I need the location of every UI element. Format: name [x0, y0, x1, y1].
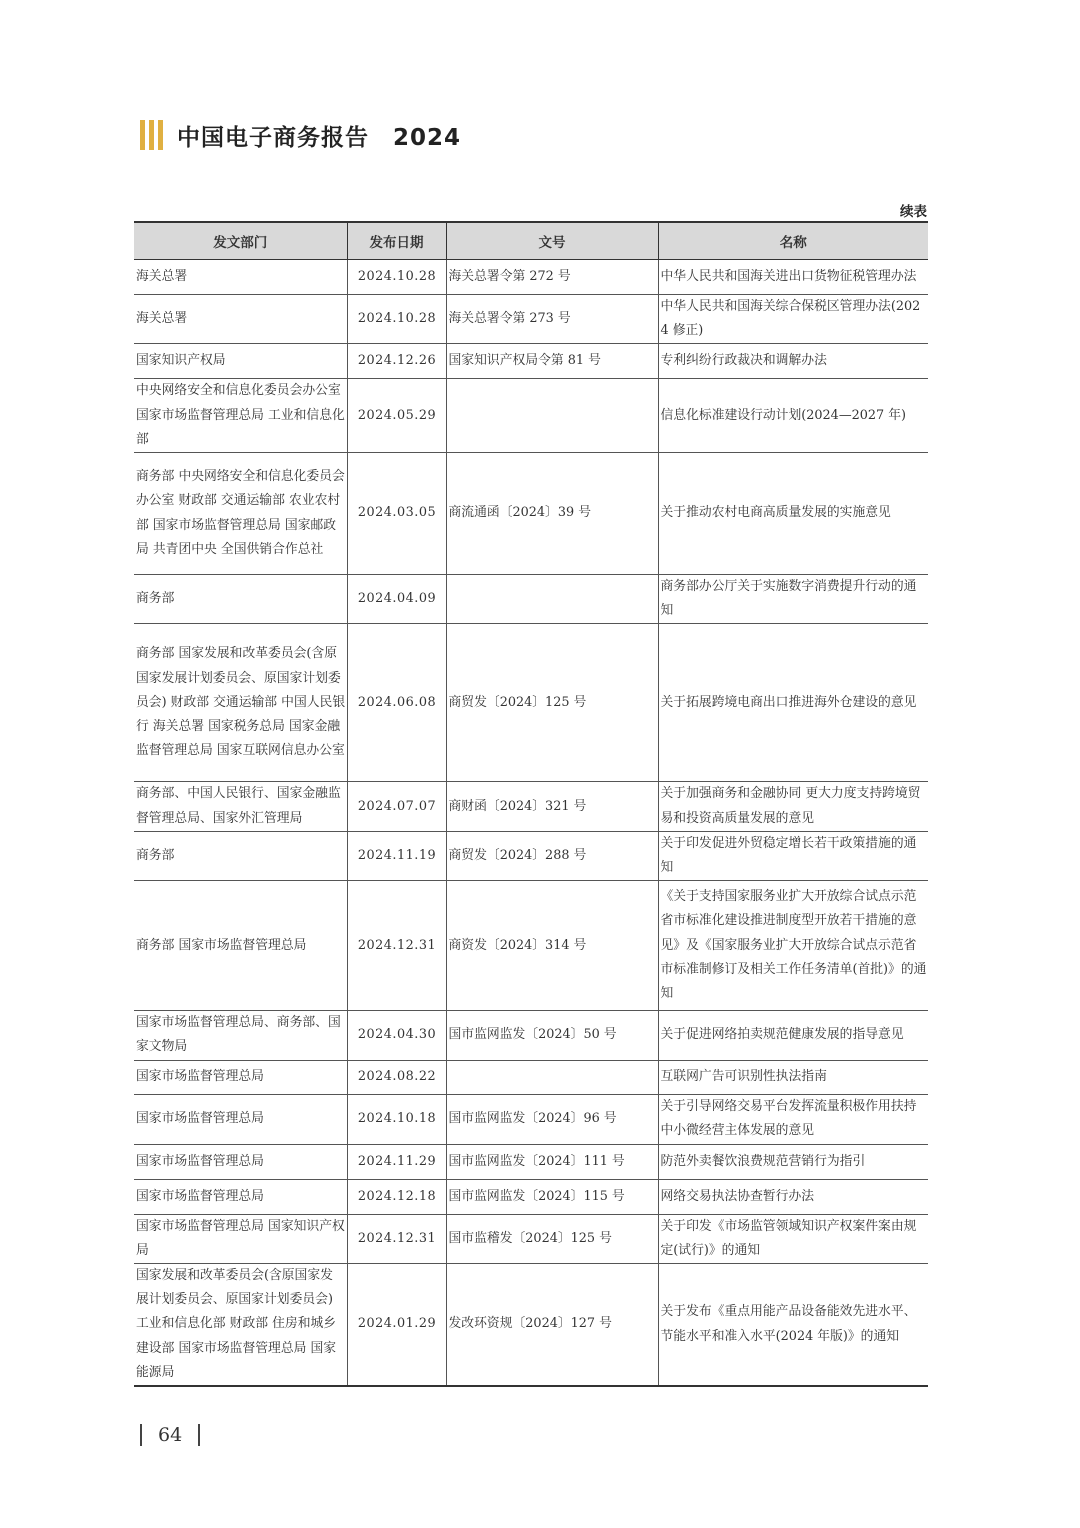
cell-doc-number: 国市监网监发〔2024〕111 号: [446, 1144, 658, 1179]
cell-dept: 商务部 国家发展和改革委员会(含原国家发展计划委员会、原国家计划委员会) 财政部 交通运输部 中国人民银行 海关总署 国家税务总局 国家金融监督管理总局 国家互联网信息办公室: [134, 624, 347, 782]
cell-name: 关于加强商务和金融协同 更大力度支持跨境贸易和投资高质量发展的意见: [658, 782, 928, 831]
cell-dept: 中央网络安全和信息化委员会办公室 国家市场监督管理总局 工业和信息化部: [134, 379, 347, 453]
table-row: [134, 1011, 928, 1060]
cell-date: 2024.05.29: [347, 379, 446, 453]
table-row: [134, 1264, 928, 1387]
cell-doc-number: [446, 1060, 658, 1094]
column-header-date: 发布日期: [347, 222, 446, 260]
table-row: [134, 1214, 928, 1263]
cell-doc-number: 商财函〔2024〕321 号: [446, 782, 658, 831]
cell-doc-number: 商贸发〔2024〕288 号: [446, 831, 658, 880]
cell-dept: 国家市场监督管理总局: [134, 1179, 347, 1214]
cell-date: 2024.10.28: [347, 260, 446, 295]
cell-name: 关于印发促进外贸稳定增长若干政策措施的通知: [658, 831, 928, 880]
cell-doc-number: 海关总署令第 273 号: [446, 295, 658, 344]
cell-dept: 国家知识产权局: [134, 344, 347, 379]
column-header-dept: 发文部门: [134, 222, 347, 260]
page-number: 64: [158, 1424, 183, 1446]
cell-doc-number: 商贸发〔2024〕125 号: [446, 624, 658, 782]
cell-date: 2024.12.26: [347, 344, 446, 379]
cell-doc-number: 国市监网监发〔2024〕115 号: [446, 1179, 658, 1214]
cell-dept: 海关总署: [134, 295, 347, 344]
cell-date: 2024.12.31: [347, 881, 446, 1011]
cell-name: 互联网广告可识别性执法指南: [658, 1060, 928, 1094]
cell-dept: 国家市场监督管理总局 国家知识产权局: [134, 1214, 347, 1263]
column-header-doc-number: 文号: [446, 222, 658, 260]
table-row: [134, 453, 928, 575]
cell-date: 2024.01.29: [347, 1264, 446, 1387]
table-row: [134, 1179, 928, 1214]
page-footer: [140, 1422, 200, 1448]
cell-doc-number: 发改环资规〔2024〕127 号: [446, 1264, 658, 1387]
cell-name: 《关于支持国家服务业扩大开放综合试点示范省市标准化建设推进制度型开放若干措施的意见》及《国家服务业扩大开放综合试点示范省市标准制修订及相关工作任务清单(首批)》的通知: [658, 881, 928, 1011]
header-bars-decoration: [140, 120, 163, 150]
cell-name: 关于促进网络拍卖规范健康发展的指导意见: [658, 1011, 928, 1060]
cell-doc-number: 商流通函〔2024〕39 号: [446, 453, 658, 575]
table-row: [134, 344, 928, 379]
cell-dept: 商务部: [134, 831, 347, 880]
table-row: [134, 295, 928, 344]
cell-doc-number: [446, 379, 658, 453]
cell-name: 关于发布《重点用能产品设备能效先进水平、节能水平和准入水平(2024 年版)》的通知: [658, 1264, 928, 1387]
cell-name: 关于引导网络交易平台发挥流量积极作用扶持中小微经营主体发展的意见: [658, 1094, 928, 1144]
table-row: [134, 881, 928, 1011]
cell-date: 2024.03.05: [347, 453, 446, 575]
cell-date: 2024.11.19: [347, 831, 446, 880]
cell-dept: 国家市场监督管理总局、商务部、国家文物局: [134, 1011, 347, 1060]
cell-date: 2024.12.31: [347, 1214, 446, 1263]
table-row: [134, 1144, 928, 1179]
cell-date: 2024.12.18: [347, 1179, 446, 1214]
cell-doc-number: 海关总署令第 272 号: [446, 260, 658, 295]
cell-dept: 海关总署: [134, 260, 347, 295]
table-row: [134, 782, 928, 831]
table-row: [134, 624, 928, 782]
table-row: [134, 379, 928, 453]
cell-name: 关于印发《市场监管领域知识产权案件案由规定(试行)》的通知: [658, 1214, 928, 1263]
cell-doc-number: 国市监网监发〔2024〕50 号: [446, 1011, 658, 1060]
regulations-table: [134, 221, 928, 1387]
cell-dept: 国家市场监督管理总局: [134, 1094, 347, 1144]
cell-name: 中华人民共和国海关进出口货物征税管理办法: [658, 260, 928, 295]
cell-dept: 商务部 国家市场监督管理总局: [134, 881, 347, 1011]
cell-date: 2024.11.29: [347, 1144, 446, 1179]
cell-dept: 商务部 中央网络安全和信息化委员会办公室 财政部 交通运输部 农业农村部 国家市场监督管理总局 国家邮政局 共青团中央 全国供销合作总社: [134, 453, 347, 575]
table-row: [134, 1094, 928, 1144]
report-title: 中国电子商务报告 2024: [177, 124, 462, 151]
cell-dept: 国家市场监督管理总局: [134, 1144, 347, 1179]
cell-doc-number: 国家知识产权局令第 81 号: [446, 344, 658, 379]
cell-doc-number: [446, 575, 658, 624]
page-header: [140, 118, 461, 152]
cell-doc-number: 商资发〔2024〕314 号: [446, 881, 658, 1011]
cell-date: 2024.04.30: [347, 1011, 446, 1060]
cell-dept: 国家发展和改革委员会(含原国家发展计划委员会、原国家计划委员会) 工业和信息化部 财政部 住房和城乡建设部 国家市场监督管理总局 国家能源局: [134, 1264, 347, 1387]
cell-name: 专利纠纷行政裁决和调解办法: [658, 344, 928, 379]
continued-label: 续表: [900, 204, 927, 220]
cell-name: 防范外卖餐饮浪费规范营销行为指引: [658, 1144, 928, 1179]
cell-date: 2024.08.22: [347, 1060, 446, 1094]
cell-name: 中华人民共和国海关综合保税区管理办法(2024 修正): [658, 295, 928, 344]
cell-name: 信息化标准建设行动计划(2024—2027 年): [658, 379, 928, 453]
cell-date: 2024.10.18: [347, 1094, 446, 1144]
cell-name: 关于推动农村电商高质量发展的实施意见: [658, 453, 928, 575]
table-row: [134, 1060, 928, 1094]
cell-doc-number: 国市监网监发〔2024〕96 号: [446, 1094, 658, 1144]
table-header-row: [134, 222, 928, 260]
table-row: [134, 831, 928, 880]
cell-doc-number: 国市监稽发〔2024〕125 号: [446, 1214, 658, 1263]
table-row: [134, 575, 928, 624]
cell-name: 商务部办公厅关于实施数字消费提升行动的通知: [658, 575, 928, 624]
cell-date: 2024.10.28: [347, 295, 446, 344]
cell-name: 关于拓展跨境电商出口推进海外仓建设的意见: [658, 624, 928, 782]
table-row: [134, 260, 928, 295]
column-header-name: 名称: [658, 222, 928, 260]
cell-dept: 国家市场监督管理总局: [134, 1060, 347, 1094]
cell-date: 2024.04.09: [347, 575, 446, 624]
cell-name: 网络交易执法协查暂行办法: [658, 1179, 928, 1214]
cell-date: 2024.06.08: [347, 624, 446, 782]
cell-dept: 商务部: [134, 575, 347, 624]
footer-rule-left: [140, 1424, 142, 1446]
footer-rule-right: [198, 1424, 200, 1446]
cell-date: 2024.07.07: [347, 782, 446, 831]
cell-dept: 商务部、中国人民银行、国家金融监督管理总局、国家外汇管理局: [134, 782, 347, 831]
